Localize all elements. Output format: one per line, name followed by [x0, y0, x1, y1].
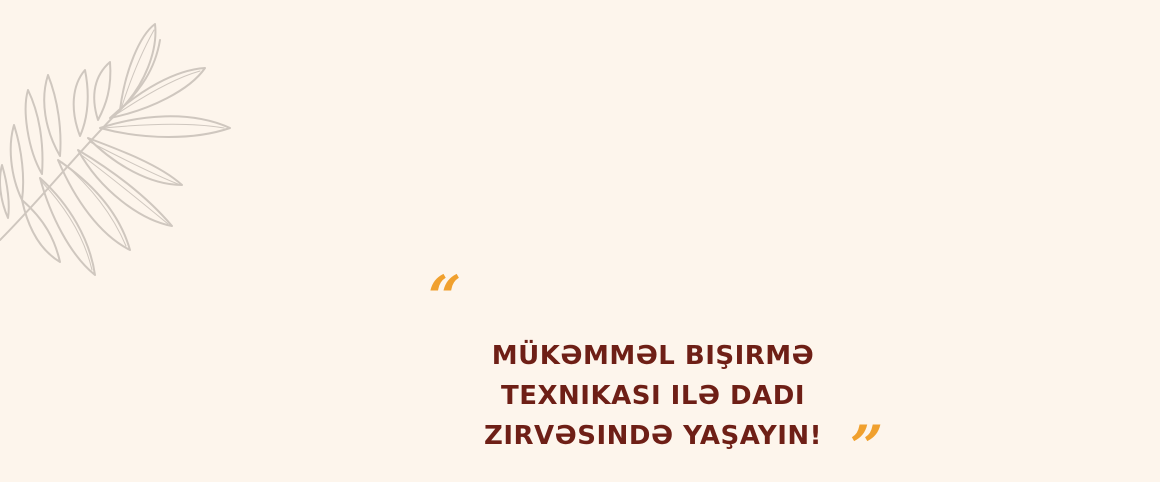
rosemary-branch-icon: [0, 0, 260, 300]
opening-quote-mark: “: [428, 263, 462, 331]
tagline-line-2: TEXNIKASI ILƏ DADI: [500, 381, 806, 411]
tagline-line-3: ZIRVƏSINDƏ YAŞAYIN!: [483, 421, 823, 451]
closing-quote-mark: ”: [850, 413, 884, 481]
tagline: [400, 336, 906, 456]
tagline-line-1: MÜKƏMMƏL BIŞIRMƏ: [491, 341, 815, 371]
